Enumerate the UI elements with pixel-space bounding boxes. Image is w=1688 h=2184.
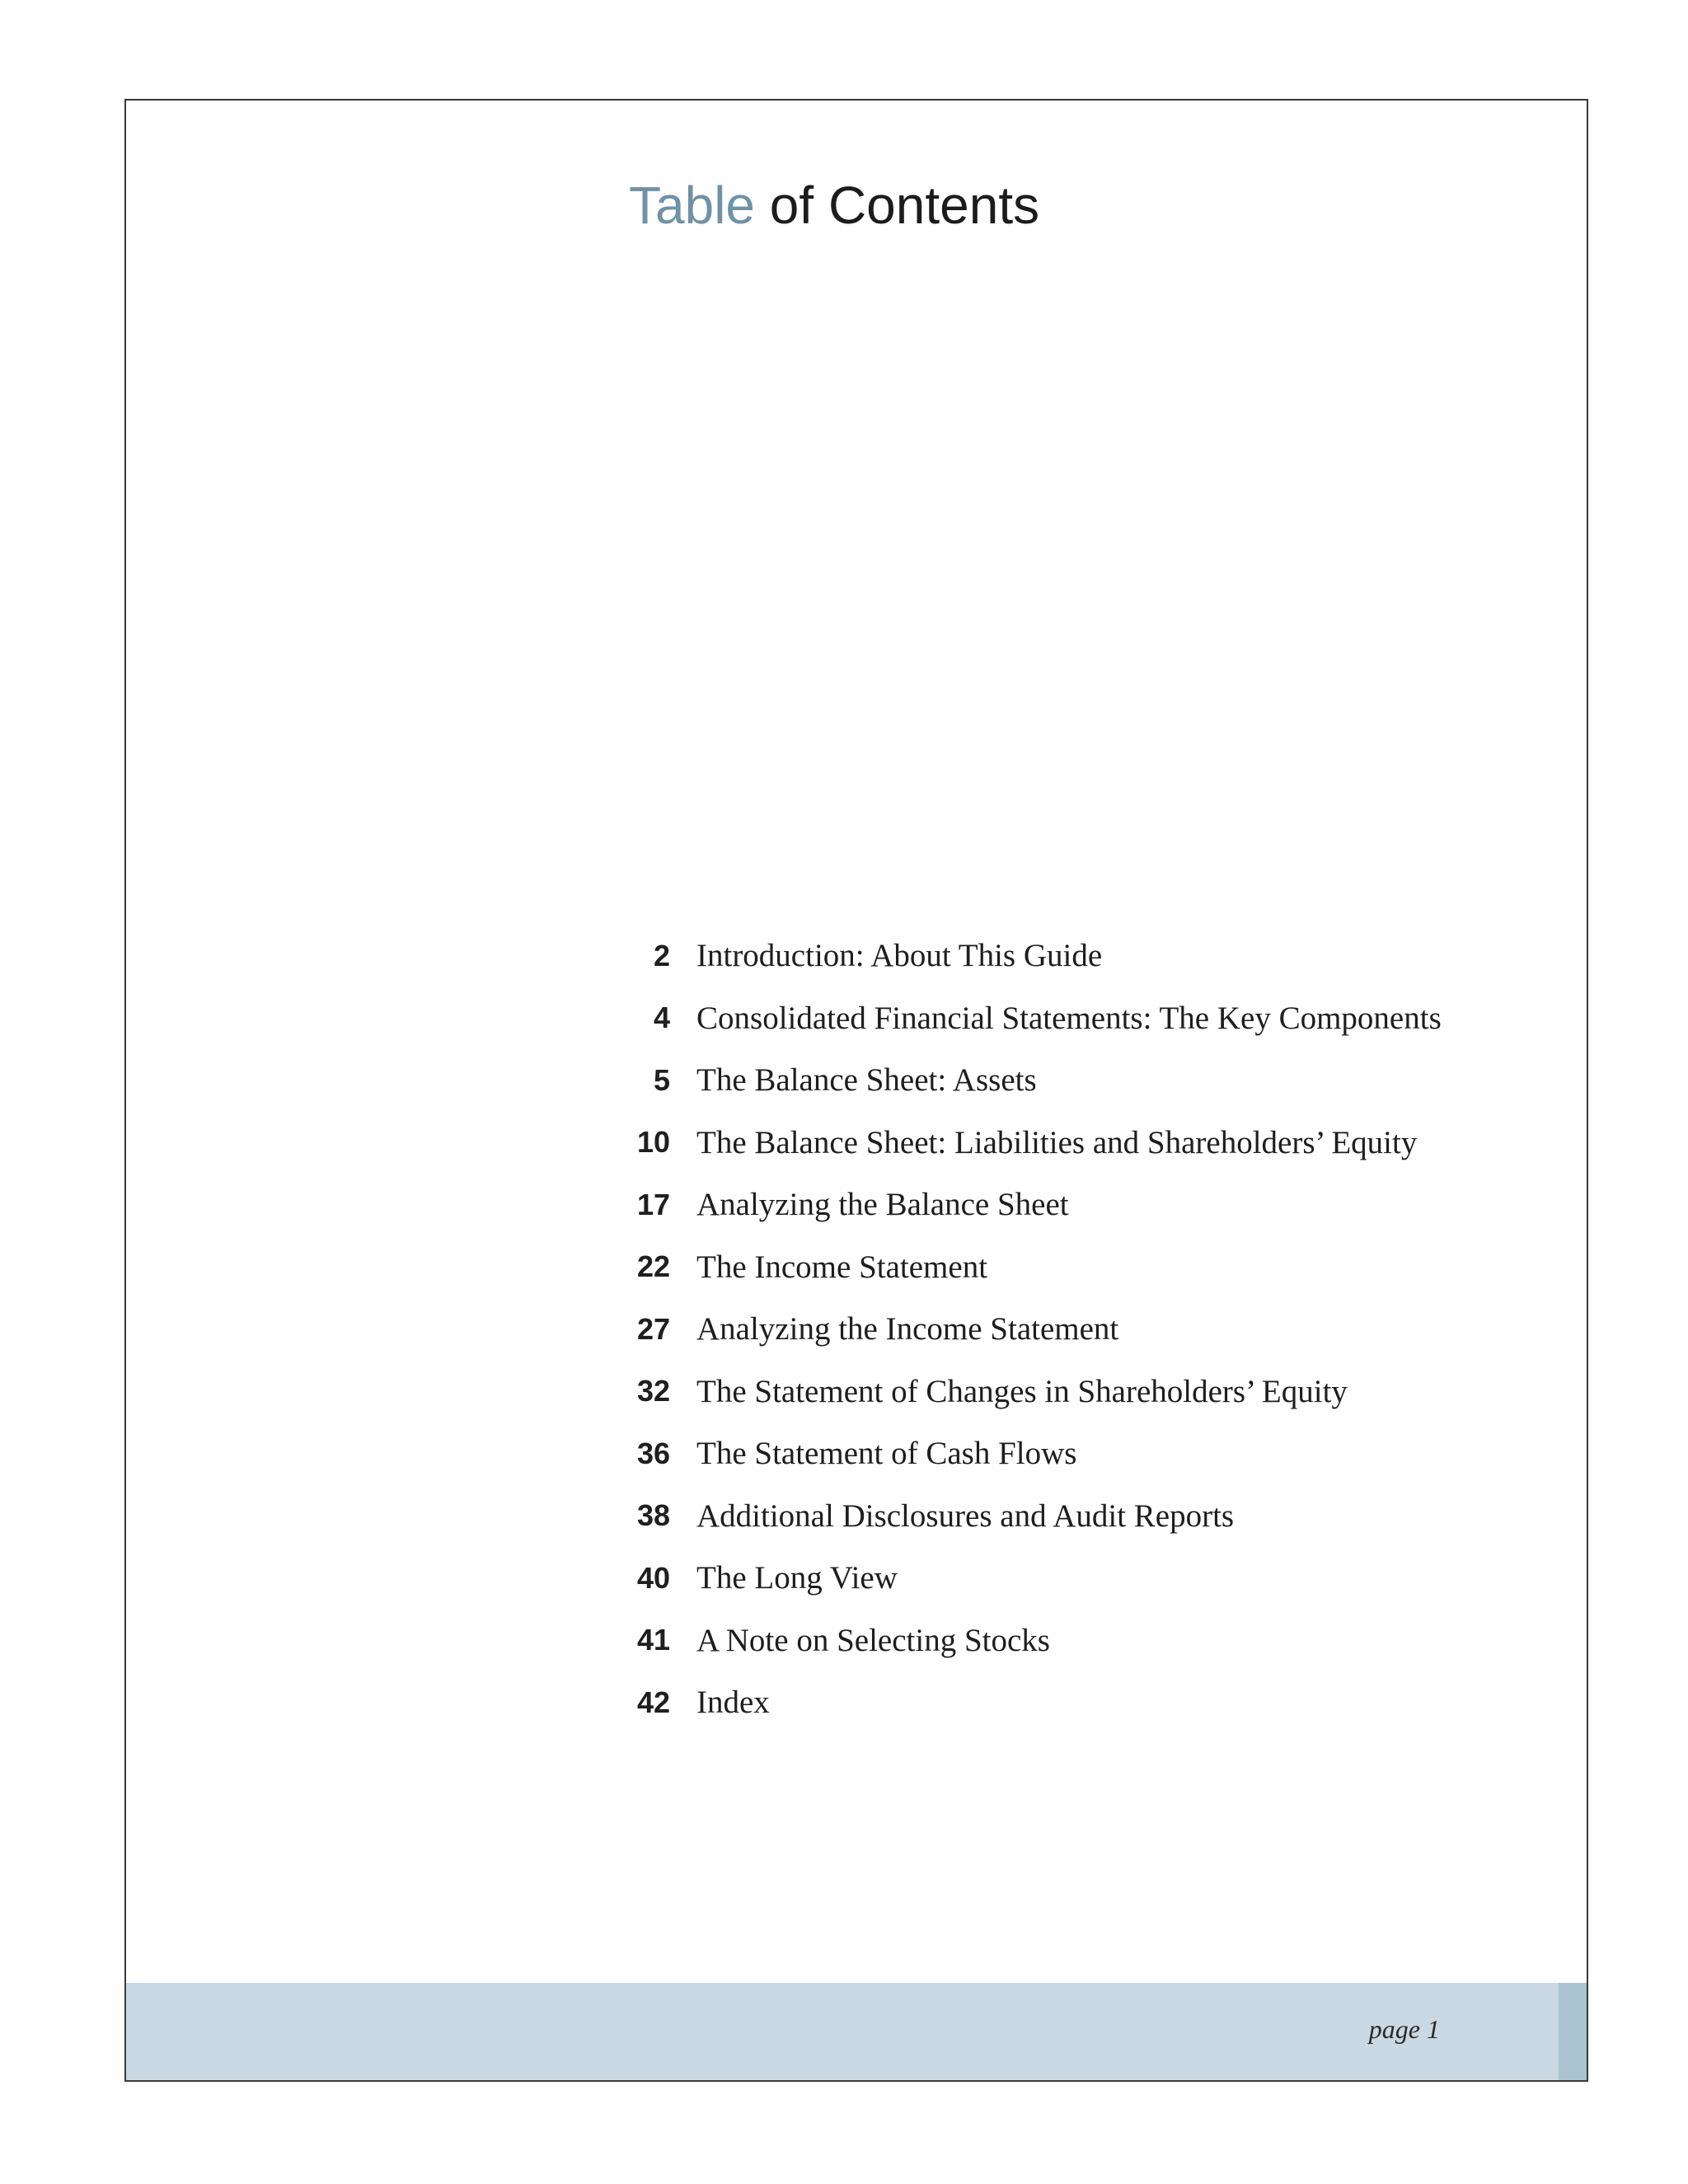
toc-page-number: 17 — [636, 1187, 670, 1221]
toc-entry-title: Index — [696, 1685, 770, 1721]
toc-entry[interactable] — [588, 1610, 1442, 1672]
toc-page-number: 10 — [636, 1125, 670, 1160]
toc-entry-title: The Balance Sheet: Liabilities and Shareholders’ Equity — [696, 1124, 1418, 1160]
toc-entry[interactable] — [588, 1422, 1442, 1485]
toc-page-number: 27 — [636, 1311, 670, 1346]
toc-page-number: 40 — [636, 1560, 670, 1595]
title-rest: of Contents — [769, 176, 1040, 235]
toc-entry-title: The Income Statement — [696, 1249, 988, 1285]
toc-entry[interactable] — [588, 1298, 1442, 1361]
toc-page-number: 38 — [636, 1498, 670, 1533]
toc-page-number: 32 — [636, 1374, 670, 1408]
toc-entry-title: The Statement of Changes in Shareholders’ Equity — [696, 1373, 1348, 1409]
toc-page-number: 42 — [636, 1685, 670, 1719]
toc-entry-title: Additional Disclosures and Audit Reports — [696, 1497, 1235, 1534]
title-accent-word: Table — [629, 176, 755, 235]
toc-entry[interactable] — [588, 1671, 1442, 1734]
toc-entry[interactable] — [588, 1361, 1442, 1423]
document-page — [124, 99, 1588, 2082]
toc-entry[interactable] — [588, 925, 1442, 987]
footer-tab — [1559, 1983, 1587, 2080]
toc-entry-title: A Note on Selecting Stocks — [696, 1622, 1050, 1658]
toc-entry-title: Introduction: About This Guide — [696, 938, 1103, 974]
toc-entry[interactable] — [588, 1174, 1442, 1236]
toc-page-number: 2 — [653, 938, 670, 972]
toc-entry[interactable] — [588, 1049, 1442, 1112]
toc-entry[interactable] — [588, 1547, 1442, 1610]
page-number: page 1 — [1368, 2014, 1440, 2044]
toc-page-number: 41 — [636, 1623, 670, 1657]
toc-entry-title: The Statement of Cash Flows — [696, 1436, 1077, 1472]
toc-entry-title: Analyzing the Balance Sheet — [696, 1187, 1069, 1223]
toc-entry[interactable] — [588, 1112, 1442, 1174]
toc-entry-title: Consolidated Financial Statements: The Key Components — [696, 1000, 1442, 1036]
toc-entry-title: The Long View — [696, 1560, 898, 1596]
footer-band — [126, 1983, 1587, 2080]
toc-entry[interactable] — [588, 1485, 1442, 1548]
toc-entry[interactable] — [588, 1236, 1442, 1299]
toc-entry-title: The Balance Sheet: Assets — [696, 1062, 1037, 1099]
toc-page-number: 5 — [653, 1062, 670, 1097]
toc-entry[interactable] — [588, 987, 1442, 1050]
toc-page-number: 36 — [636, 1436, 670, 1470]
page-title — [629, 176, 1040, 235]
toc-page-number: 22 — [636, 1249, 670, 1284]
table-of-contents — [588, 925, 1442, 1734]
toc-page-number: 4 — [653, 1001, 670, 1035]
toc-entry-title: Analyzing the Income Statement — [696, 1311, 1119, 1347]
